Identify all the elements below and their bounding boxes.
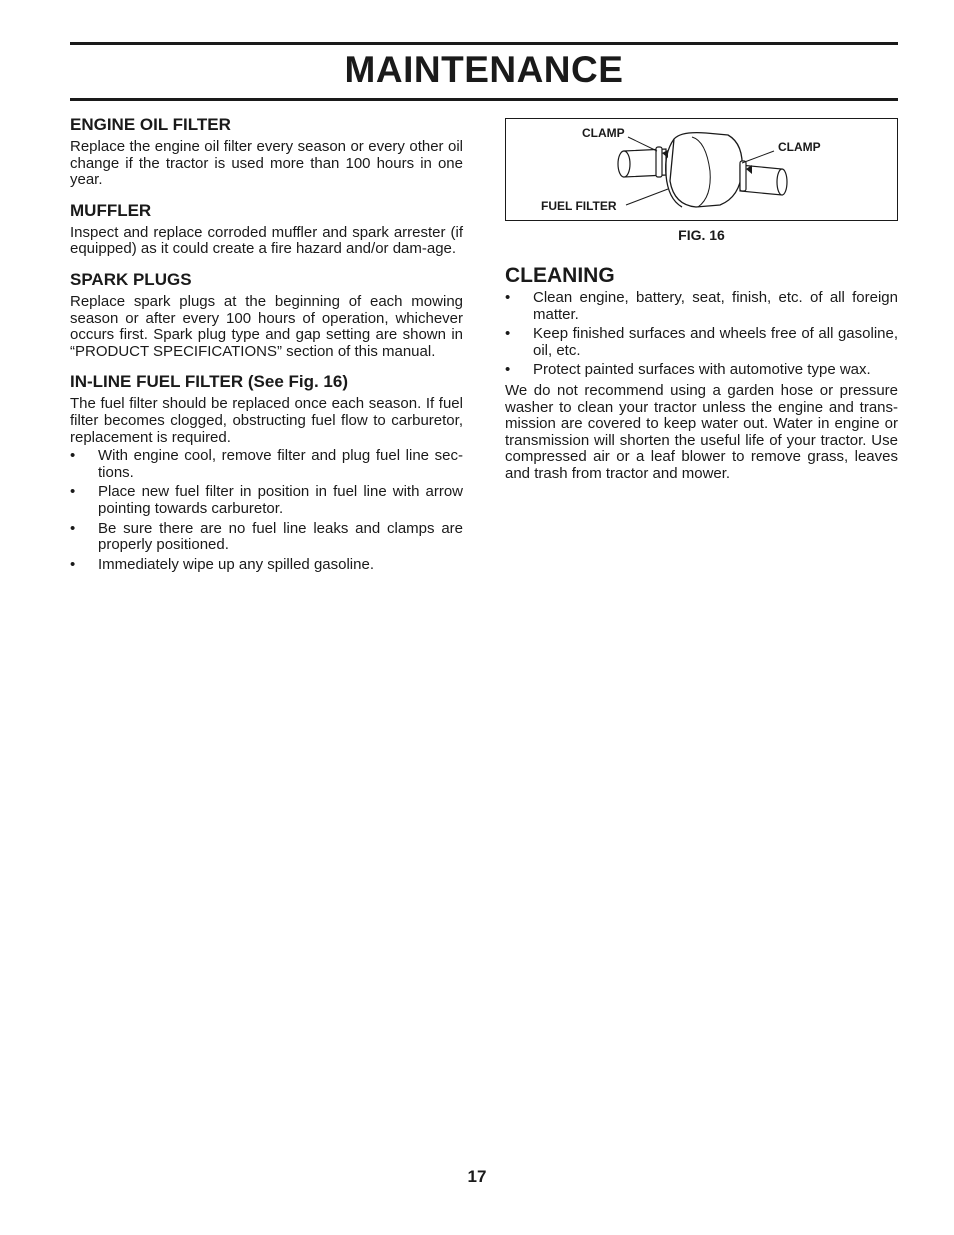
list-item-text: Place new fuel filter in position in fuel line with arrow pointing towards carburetor. [98, 483, 463, 517]
list-item-text: Be sure there are no fuel line leaks and clamps are properly positioned. [98, 519, 463, 554]
figure-caption: FIG. 16 [678, 227, 725, 243]
muffler-text: Inspect and replace corroded muffler and spark arrester (if equipped) as it could create a fire hazard and/or dam-age. [70, 223, 463, 258]
fuel-filter-label: FUEL FILTER [541, 199, 617, 213]
bullet: • [70, 555, 76, 573]
bullet: • [70, 519, 76, 537]
list-item-text: Clean engine, battery, seat, finish, etc. of all foreign matter. [533, 289, 898, 323]
header-rule-bottom [70, 98, 898, 101]
left-column [70, 115, 463, 585]
engine-oil-filter-heading: ENGINE OIL FILTER [70, 115, 231, 134]
bullet: • [70, 483, 76, 501]
list-item [70, 557, 463, 574]
fuel-filter-diagram [506, 119, 897, 220]
clamp-right-label: CLAMP [778, 140, 821, 154]
fuel-filter-text: The fuel filter should be replaced once each season. If fuel filter becomes clogged, obstructing fuel flow to carburetor, replacement is required. [70, 395, 463, 446]
fuel-filter-steps [70, 448, 463, 573]
page-number: 17 [467, 1167, 487, 1186]
list-item [505, 290, 898, 323]
list-item-text: Immediately wipe up any spilled gasoline. [98, 555, 374, 573]
spark-plugs-heading: SPARK PLUGS [70, 269, 192, 289]
clamp-right-leader [742, 151, 774, 163]
engine-oil-filter-section [70, 115, 463, 189]
muffler-heading: MUFFLER [70, 200, 152, 220]
right-clamp-icon [740, 161, 746, 191]
bullet: • [505, 325, 511, 343]
spark-plugs-text: Replace spark plugs at the beginning of each mowing season or after every 100 hours of operation, whichever occurs first. Spark plug type and gap setting are shown in “PRODUCT SPECIFICATIONS” section of this manual. [70, 292, 463, 360]
cleaning-heading: CLEANING [505, 264, 615, 287]
cleaning-steps [505, 290, 898, 379]
list-item-text: Protect painted surfaces with automotive type wax. [533, 361, 871, 379]
engine-oil-filter-text: Replace the engine oil filter every season or every other oil change if the tractor is used more than 100 hours in one year. [70, 138, 463, 189]
bullet: • [70, 447, 76, 465]
right-hose-end [777, 169, 787, 195]
list-item [505, 362, 898, 379]
muffler-section [70, 201, 463, 258]
cleaning-text: We do not recommend using a garden hose or pressure washer to clean your tractor unless the engine and trans-mission are covered to keep water out. Water in engine or transmission will shorten the useful life of your tractor. Use compressed air or a leaf blower to remove grass, leaves and trash from tractor and mower. [505, 381, 898, 482]
spark-plugs-section [70, 270, 463, 360]
list-item [505, 326, 898, 359]
left-hose-end [618, 151, 630, 177]
bullet: • [505, 361, 511, 379]
list-item [70, 448, 463, 481]
list-item-text: With engine cool, remove filter and plug fuel line sec-tions. [98, 447, 463, 481]
fuel-filter-leader [626, 189, 668, 205]
header-rule-top [70, 42, 898, 45]
left-clamp-icon [656, 147, 662, 177]
clamp-left-leader [628, 137, 657, 151]
list-item [70, 521, 463, 554]
list-item [70, 484, 463, 517]
bullet: • [505, 289, 511, 306]
filter-body [670, 133, 742, 207]
list-item-text: Keep finished surfaces and wheels free of all gasoline, oil, etc. [533, 325, 898, 359]
page-title: MAINTENANCE [344, 49, 624, 90]
right-column [505, 118, 898, 483]
fuel-filter-figure [505, 118, 898, 221]
fuel-filter-section [70, 372, 463, 573]
clamp-left-label: CLAMP [582, 126, 625, 140]
fuel-filter-heading: IN-LINE FUEL FILTER (See Fig. 16) [70, 372, 349, 392]
